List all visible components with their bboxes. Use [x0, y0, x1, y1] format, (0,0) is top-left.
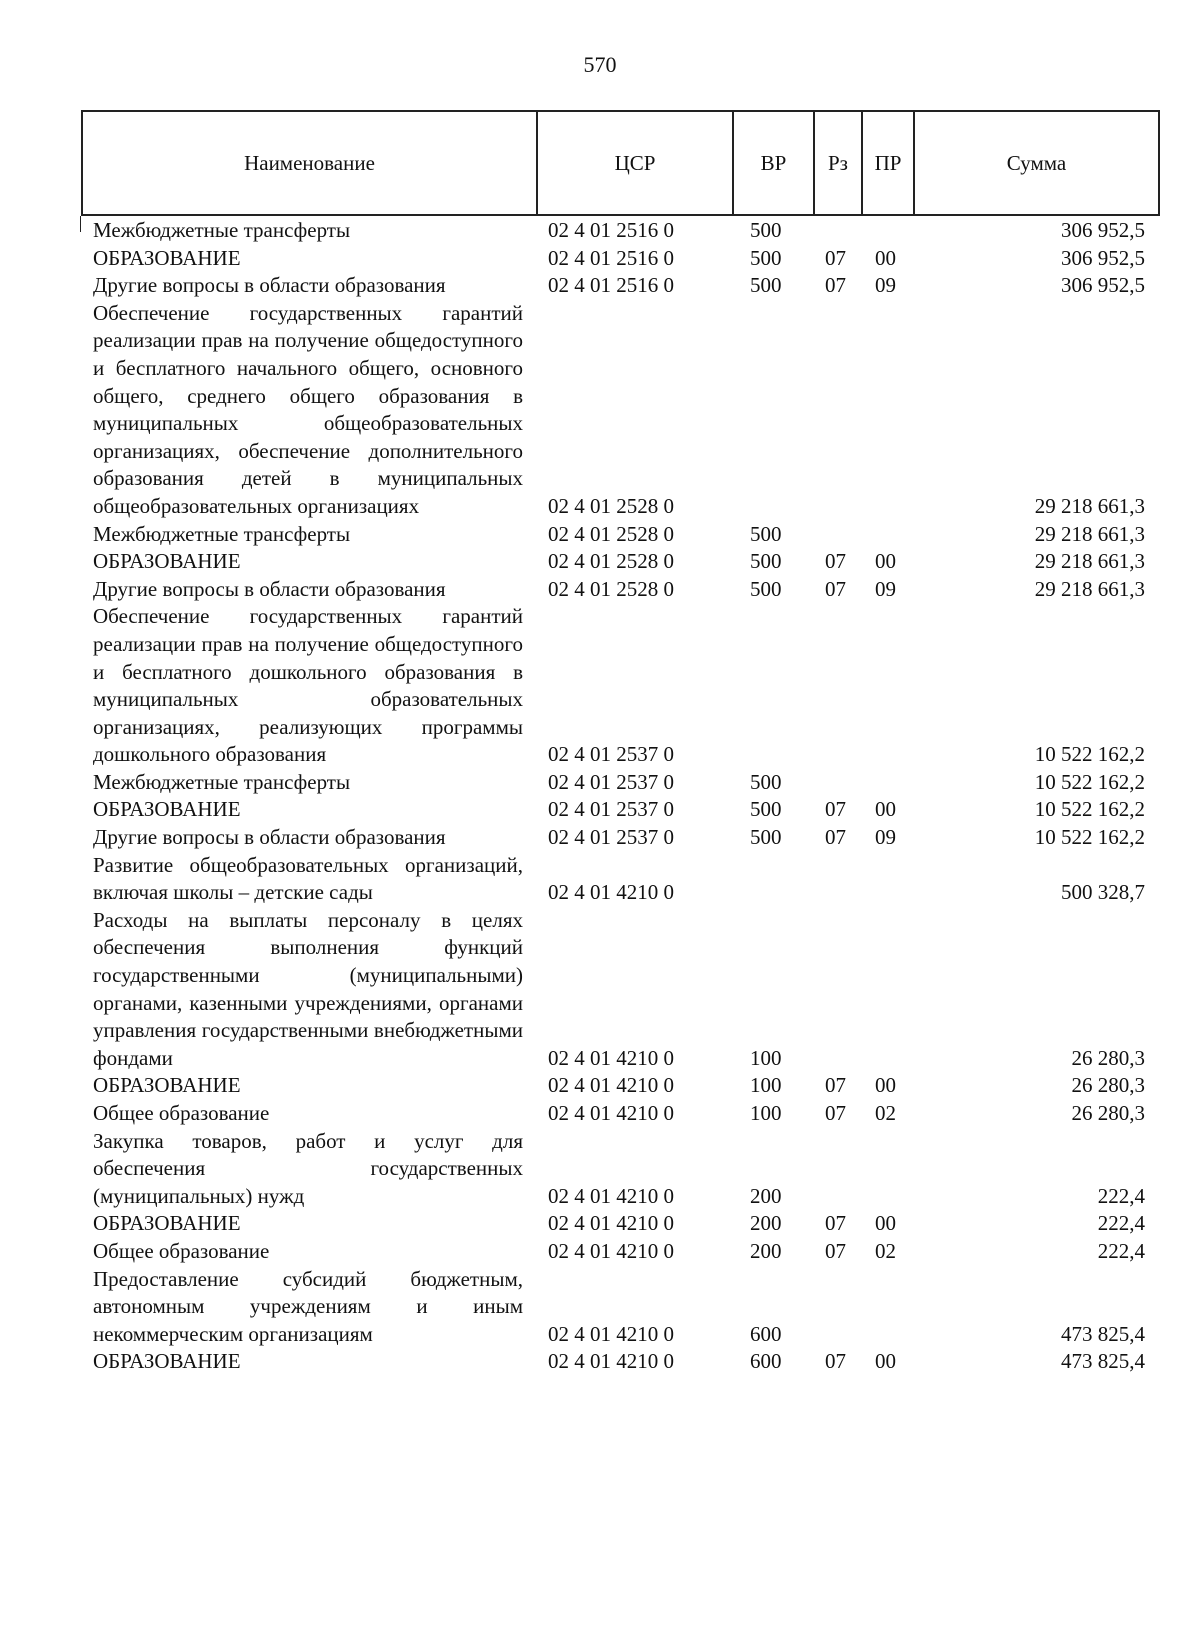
- cell-pr: [861, 1128, 913, 1211]
- table-row: [81, 1266, 1158, 1349]
- cell-vr: [732, 300, 813, 521]
- header-sum: Сумма: [914, 111, 1159, 215]
- cell-csr: 02 4 01 2537 0: [548, 769, 674, 794]
- cell-vr: 500: [750, 245, 782, 270]
- cell-csr: 02 4 01 2528 0: [548, 549, 674, 574]
- cell-name: Межбюджетные трансферты: [93, 218, 351, 242]
- cell-csr: 02 4 01 4210 0: [548, 1101, 674, 1125]
- cell-vr: 200: [750, 1238, 782, 1263]
- cell-rz: 07: [825, 549, 846, 574]
- cell-rz: [813, 769, 861, 797]
- cell-name: ОБРАЗОВАНИЕ: [93, 1211, 241, 1236]
- table-row: [81, 245, 1158, 273]
- cell-vr: 100: [750, 1101, 782, 1125]
- cell-rz: [813, 217, 861, 245]
- cell-name: ОБРАЗОВАНИЕ: [93, 245, 241, 270]
- cell-pr: 09: [875, 576, 896, 601]
- table-row: [81, 1210, 1158, 1238]
- table-row: [81, 1348, 1158, 1376]
- table-row: [81, 300, 1158, 521]
- header-vr: ВР: [733, 111, 814, 215]
- cell-pr: 02: [875, 1238, 896, 1263]
- cell-name: Развитие общеобразовательных организаций, включая школы – детские сады: [93, 852, 523, 905]
- cell-sum: 306 952,5: [1061, 245, 1145, 270]
- cell-csr: 02 4 01 2537 0: [548, 797, 674, 822]
- cell-csr: 02 4 01 2528 0: [548, 493, 674, 518]
- cell-name: Закупка товаров, работ и услуг для обеспечения государственных (муниципальных) нужд: [93, 1128, 523, 1208]
- cell-name: Межбюджетные трансферты: [93, 769, 351, 794]
- cell-pr: 00: [875, 1073, 896, 1098]
- table-row: [81, 272, 1158, 300]
- cell-vr: [732, 852, 813, 907]
- cell-name: Другие вопросы в области образования: [93, 576, 446, 601]
- cell-sum: 500 328,7: [1061, 880, 1145, 905]
- cell-vr: 500: [750, 273, 782, 298]
- cell-csr: 02 4 01 4210 0: [548, 1045, 674, 1070]
- table-row: [81, 1128, 1158, 1211]
- table-row: [81, 1238, 1158, 1266]
- cell-sum: 306 952,5: [1061, 218, 1145, 242]
- cell-csr: 02 4 01 4210 0: [548, 1349, 674, 1374]
- cell-rz: 07: [825, 1101, 846, 1125]
- cell-name: Обеспечение государственных гарантий реализации прав на получение общедоступного и бесплатного дошкольного образования в муниципальных образовательных организациях, реализующих программы дошкольного образования: [93, 604, 523, 767]
- cell-vr: 500: [750, 576, 782, 601]
- cell-sum: 29 218 661,3: [1034, 549, 1145, 574]
- table-row: [81, 217, 1158, 245]
- cell-pr: 00: [875, 549, 896, 574]
- cell-sum: 10 522 162,2: [1034, 769, 1145, 794]
- cell-sum: 306 952,5: [1061, 273, 1145, 298]
- cell-vr: 500: [750, 797, 782, 822]
- cell-sum: 222,4: [1097, 1238, 1145, 1263]
- cell-sum: 26 280,3: [1071, 1101, 1145, 1125]
- cell-pr: 02: [875, 1101, 896, 1125]
- table-row: [81, 907, 1158, 1073]
- cell-csr: 02 4 01 4210 0: [548, 1321, 674, 1346]
- cell-name: ОБРАЗОВАНИЕ: [93, 1349, 241, 1374]
- cell-rz: 07: [825, 1238, 846, 1263]
- cell-rz: [813, 907, 861, 1073]
- cell-csr: 02 4 01 2537 0: [548, 742, 674, 767]
- cell-csr: 02 4 01 2537 0: [548, 825, 674, 850]
- cell-sum: 473 825,4: [1061, 1321, 1145, 1346]
- cell-sum: 29 218 661,3: [1034, 576, 1145, 601]
- cell-vr: [732, 603, 813, 769]
- cell-name: ОБРАЗОВАНИЕ: [93, 1073, 241, 1098]
- cell-csr: 02 4 01 4210 0: [548, 1183, 674, 1208]
- cell-rz: 07: [825, 245, 846, 270]
- cell-pr: 09: [875, 273, 896, 298]
- cell-vr: 500: [750, 521, 782, 546]
- cell-vr: 100: [750, 1045, 782, 1070]
- table-row: [81, 603, 1158, 769]
- cell-pr: 00: [875, 1211, 896, 1236]
- cell-pr: [861, 300, 913, 521]
- cell-sum: 222,4: [1097, 1211, 1145, 1236]
- cell-rz: [813, 852, 861, 907]
- header-name: Наименование: [82, 111, 537, 215]
- table-row: [81, 548, 1158, 576]
- header-pr: ПР: [862, 111, 914, 215]
- cell-csr: 02 4 01 4210 0: [548, 1211, 674, 1236]
- cell-csr: 02 4 01 2516 0: [548, 245, 674, 270]
- cell-pr: [861, 217, 913, 245]
- cell-name: Межбюджетные трансферты: [93, 521, 351, 546]
- cell-pr: [861, 852, 913, 907]
- cell-vr: 500: [750, 825, 782, 850]
- table-row: [81, 1100, 1158, 1128]
- cell-rz: [813, 1266, 861, 1349]
- cell-name: ОБРАЗОВАНИЕ: [93, 797, 241, 822]
- cell-name: Общее образование: [93, 1101, 270, 1125]
- cell-pr: [861, 521, 913, 549]
- cell-csr: 02 4 01 2528 0: [548, 576, 674, 601]
- cell-vr: 200: [750, 1183, 782, 1208]
- cell-vr: 200: [750, 1211, 782, 1236]
- cell-csr: 02 4 01 4210 0: [548, 880, 674, 905]
- cell-sum: 10 522 162,2: [1034, 742, 1145, 767]
- table-row: [81, 521, 1158, 549]
- cell-name: Обеспечение государственных гарантий реализации прав на получение общедоступного и бесплатного начального общего, основного общего, среднего общего образования в муниципальных общеобразовательных организациях, обеспечение дополнительного образования детей в муниципальных общеобразовательных организациях: [93, 300, 523, 518]
- cell-pr: [861, 907, 913, 1073]
- cell-pr: [861, 769, 913, 797]
- cell-vr: 500: [750, 769, 782, 794]
- cell-pr: [861, 1266, 913, 1349]
- page-number: 570: [583, 52, 617, 77]
- cell-rz: [813, 300, 861, 521]
- cell-sum: 222,4: [1097, 1183, 1145, 1208]
- cell-vr: 500: [750, 218, 782, 242]
- cell-sum: 10 522 162,2: [1034, 797, 1145, 822]
- cell-vr: 600: [750, 1321, 782, 1346]
- header-csr: ЦСР: [537, 111, 733, 215]
- cell-pr: 00: [875, 245, 896, 270]
- table-row: [81, 769, 1158, 797]
- cell-vr: 100: [750, 1073, 782, 1098]
- cell-pr: 09: [875, 825, 896, 850]
- cell-rz: 07: [825, 1349, 846, 1374]
- table-row: [81, 796, 1158, 824]
- cell-rz: [813, 1128, 861, 1211]
- cell-pr: 00: [875, 1349, 896, 1374]
- cell-name: Другие вопросы в области образования: [93, 273, 446, 298]
- cell-rz: [813, 521, 861, 549]
- cell-rz: 07: [825, 825, 846, 850]
- cell-name: ОБРАЗОВАНИЕ: [93, 549, 241, 574]
- cell-pr: [861, 603, 913, 769]
- cell-rz: 07: [825, 576, 846, 601]
- table-row: [81, 824, 1158, 852]
- cell-csr: 02 4 01 2516 0: [548, 273, 674, 298]
- cell-sum: 26 280,3: [1071, 1073, 1145, 1098]
- header-rz: Рз: [814, 111, 862, 215]
- cell-csr: 02 4 01 4210 0: [548, 1238, 674, 1263]
- cell-pr: 00: [875, 797, 896, 822]
- cell-vr: 500: [750, 549, 782, 574]
- budget-table: [81, 217, 1158, 1376]
- cell-name: Расходы на выплаты персоналу в целях обеспечения выполнения функций государственными (муниципальными) органами, казенными учреждениями, органами управления государственными внебюджетными фондами: [93, 907, 523, 1070]
- cell-csr: 02 4 01 4210 0: [548, 1073, 674, 1098]
- cell-vr: 600: [750, 1349, 782, 1374]
- table-row: [81, 852, 1158, 907]
- cell-rz: 07: [825, 797, 846, 822]
- cell-csr: 02 4 01 2528 0: [548, 521, 674, 546]
- cell-sum: 29 218 661,3: [1034, 521, 1145, 546]
- cell-csr: 02 4 01 2516 0: [548, 218, 674, 242]
- cell-name: Общее образование: [93, 1238, 270, 1263]
- cell-rz: 07: [825, 273, 846, 298]
- table-body: [81, 217, 1158, 1376]
- cell-sum: 473 825,4: [1061, 1349, 1145, 1374]
- cell-sum: 10 522 162,2: [1034, 825, 1145, 850]
- cell-name: Предоставление субсидий бюджетным, автономным учреждениям и иным некоммерческим организациям: [93, 1266, 523, 1346]
- table-row: [81, 1072, 1158, 1100]
- cell-rz: 07: [825, 1073, 846, 1098]
- table-row: [81, 576, 1158, 604]
- cell-rz: [813, 603, 861, 769]
- table-header: [81, 110, 1160, 216]
- cell-name: Другие вопросы в области образования: [93, 825, 446, 850]
- cell-sum: 26 280,3: [1071, 1045, 1145, 1070]
- cell-sum: 29 218 661,3: [1034, 493, 1145, 518]
- cell-rz: 07: [825, 1211, 846, 1236]
